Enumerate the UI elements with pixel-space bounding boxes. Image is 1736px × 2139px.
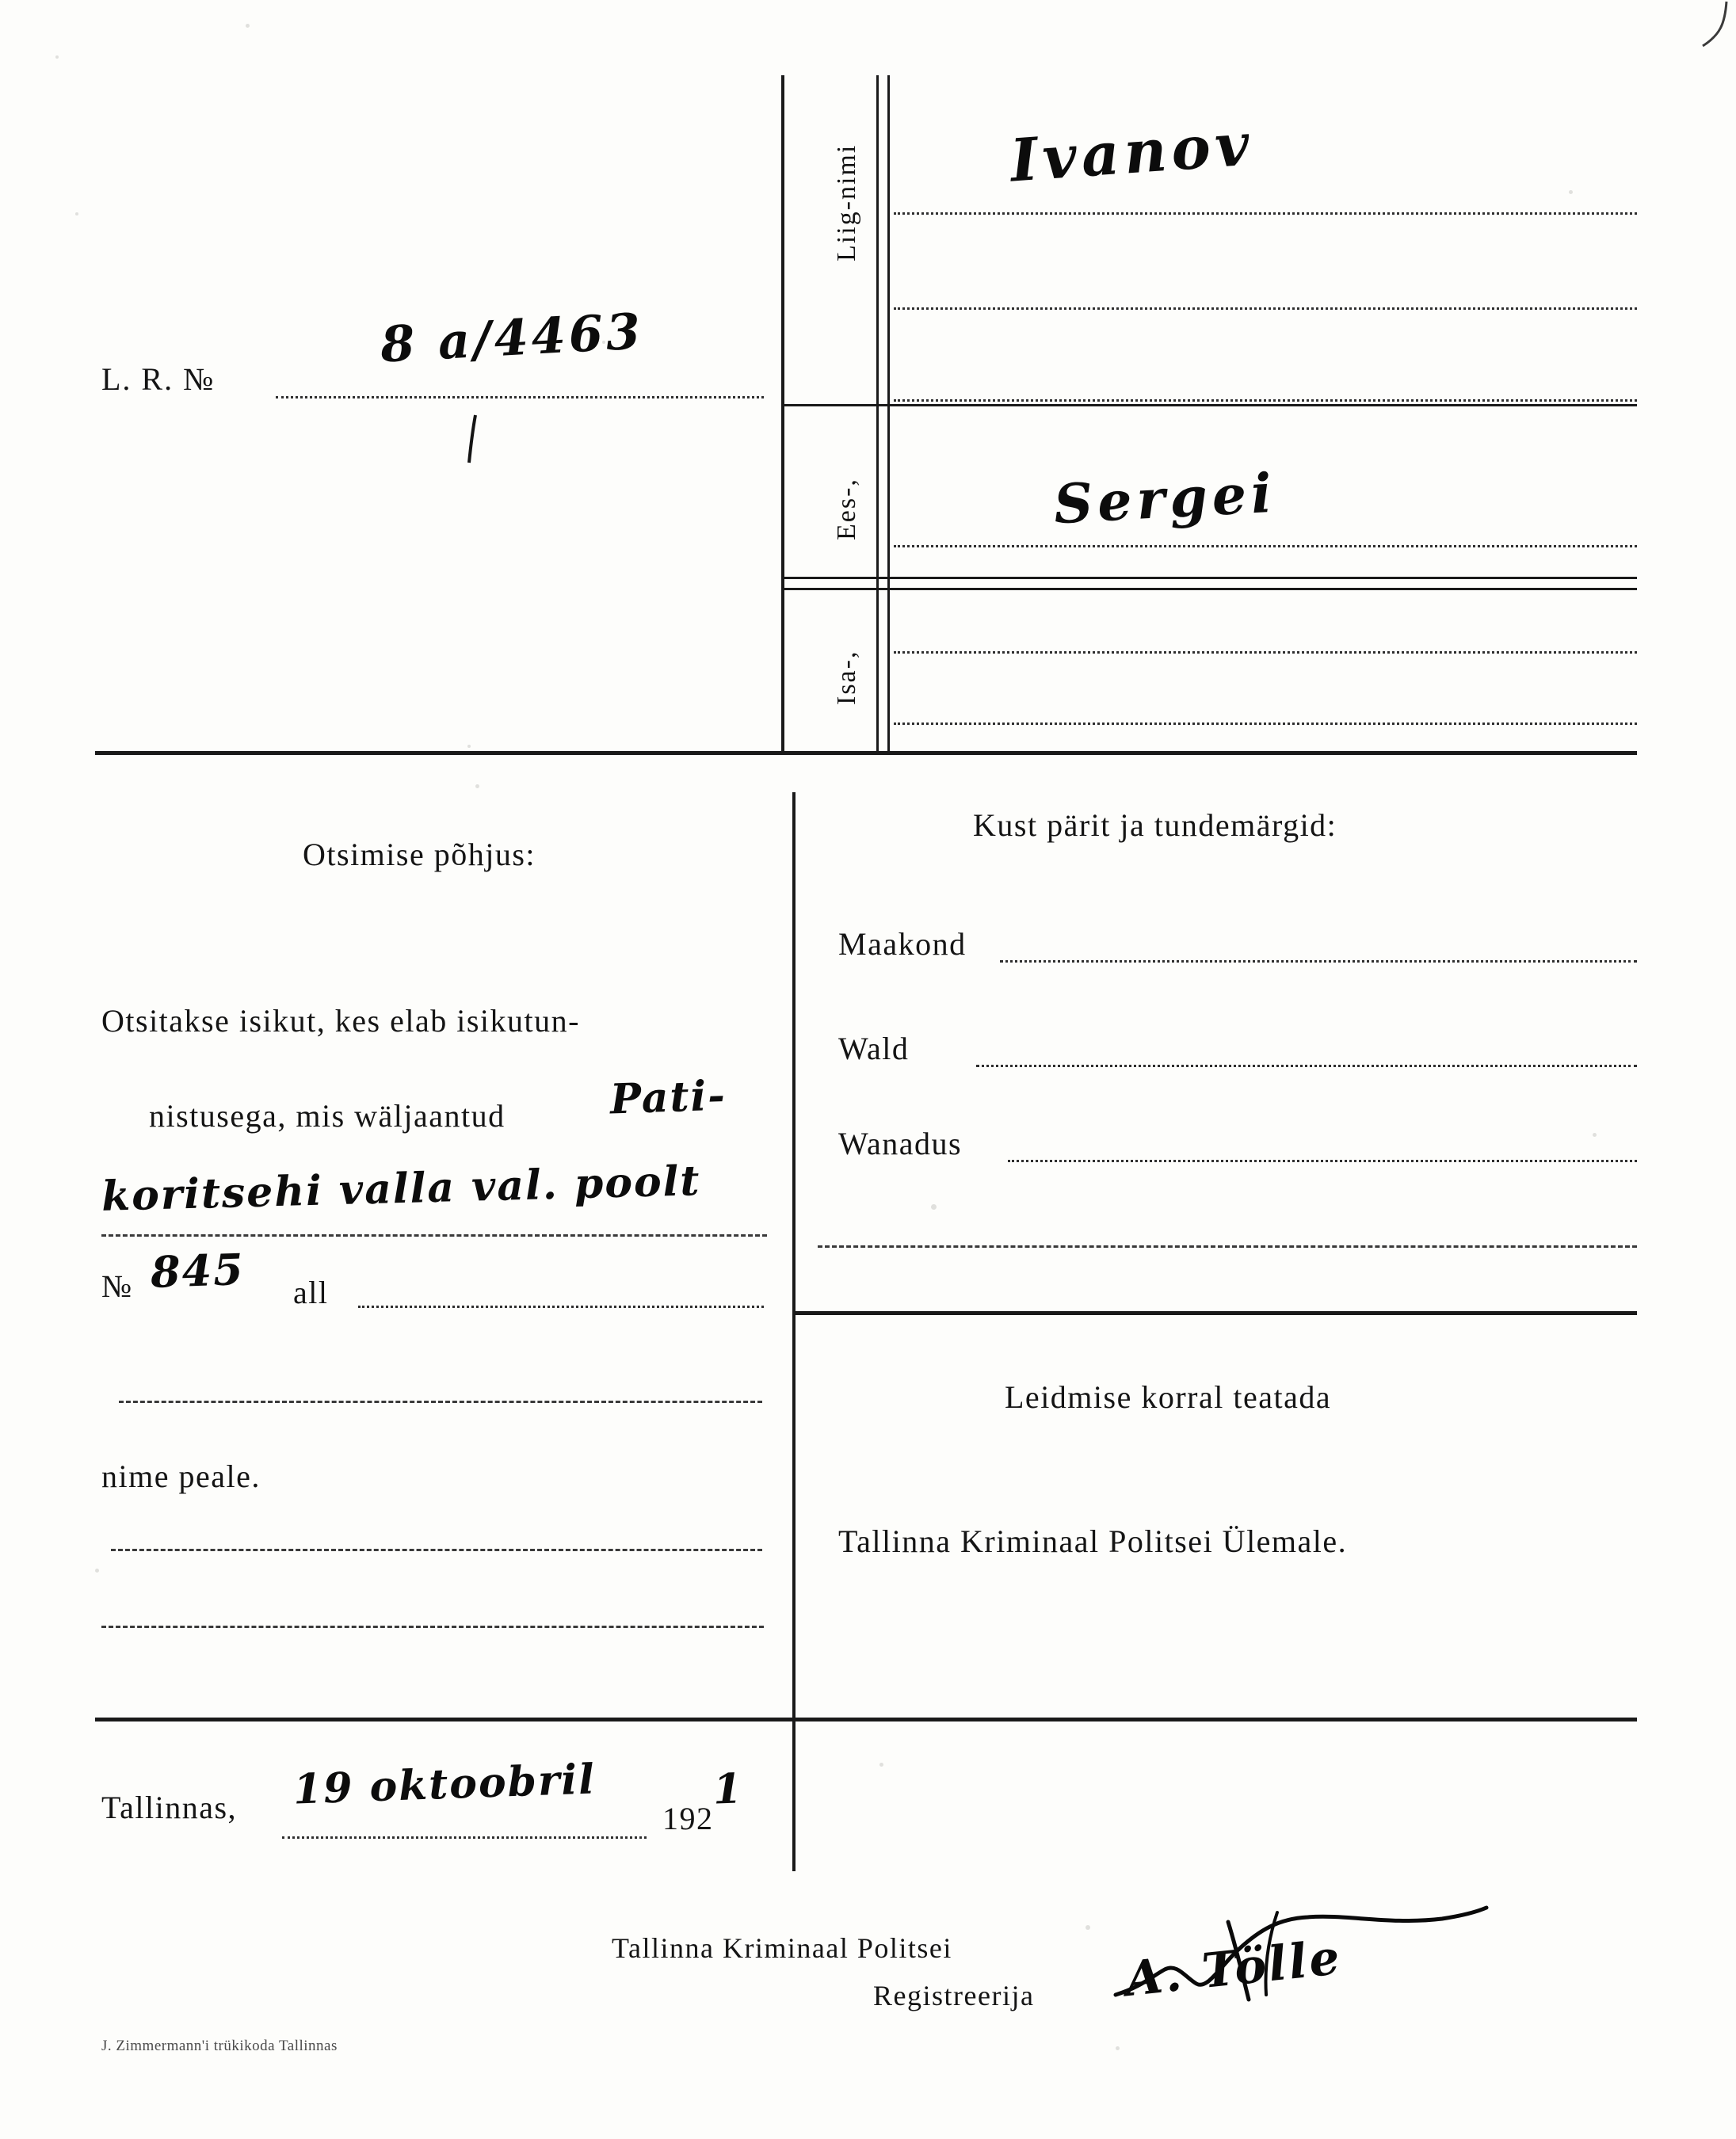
notify-heading: Leidmise korral teatada bbox=[1005, 1379, 1332, 1415]
signature-line-1: Tallinna Kriminaal Politsei bbox=[612, 1932, 952, 1964]
surname-fill-line-1 bbox=[894, 212, 1637, 215]
surname-value-handwriting: Ivanov bbox=[1008, 110, 1257, 196]
reason-heading: Otsimise põhjus: bbox=[303, 837, 536, 872]
notify-addressee: Tallinna Kriminaal Politsei Ülemale. bbox=[838, 1523, 1348, 1559]
origin-blank-line bbox=[818, 1245, 1637, 1248]
surname-fill-line-2 bbox=[894, 307, 1637, 310]
reason-number-fill-line bbox=[358, 1306, 764, 1308]
divider-body-footer bbox=[95, 1718, 1637, 1721]
paper-speck bbox=[75, 212, 78, 215]
footer-year-handwriting: 1 bbox=[712, 1764, 745, 1814]
paper-speck bbox=[1569, 190, 1573, 194]
reason-line-1: Otsitakse isikut, kes elab isikutun- bbox=[101, 1003, 580, 1039]
frame-vertical-footer bbox=[792, 1721, 796, 1871]
reason-line-2-handwriting: Pati- bbox=[609, 1071, 727, 1124]
origin-heading: Kust pärit ja tundemärgid: bbox=[973, 807, 1337, 843]
firstname-value-handwriting: Sergei bbox=[1052, 461, 1278, 537]
paper-speck bbox=[95, 1569, 99, 1573]
paper-speck bbox=[246, 24, 250, 28]
reason-number-suffix: all bbox=[293, 1275, 329, 1310]
origin-field-label-wald: Wald bbox=[838, 1031, 910, 1066]
surname-label: Liig-nimi bbox=[832, 143, 861, 261]
paper-speck bbox=[1593, 1133, 1597, 1137]
lrn-label: L. R. № bbox=[101, 361, 216, 397]
origin-field-label-maakond: Maakond bbox=[838, 926, 967, 962]
reason-number-handwriting: 845 bbox=[149, 1243, 246, 1298]
origin-field-line-wanadus bbox=[1008, 1160, 1637, 1162]
origin-field-label-wanadus: Wanadus bbox=[838, 1126, 963, 1161]
divider-header-body bbox=[95, 751, 1637, 755]
divider-firstname-patronymic-2 bbox=[781, 588, 1637, 590]
firstname-fill-line-1 bbox=[894, 545, 1637, 547]
frame-vertical-upper bbox=[781, 75, 784, 753]
paper-speck bbox=[55, 55, 59, 59]
page-corner-fold-icon bbox=[1641, 0, 1736, 71]
lrn-fill-line bbox=[276, 396, 764, 398]
paper-speck bbox=[931, 1204, 937, 1210]
patronymic-label: Isa-, bbox=[832, 650, 861, 705]
divider-origin-notify bbox=[792, 1311, 1637, 1315]
frame-vertical-body bbox=[792, 792, 796, 1719]
paper-speck bbox=[467, 745, 471, 748]
reason-line-3-rule bbox=[101, 1234, 767, 1237]
paper-speck bbox=[879, 1763, 883, 1767]
reason-number-label: № bbox=[101, 1268, 133, 1304]
reason-closing: nime peale. bbox=[101, 1458, 261, 1494]
footer-date-fill-line bbox=[282, 1836, 647, 1839]
frame-vertical-label bbox=[876, 75, 879, 753]
signature-handwriting: A. Tölle bbox=[1123, 1929, 1345, 2008]
paper-speck bbox=[1116, 2046, 1120, 2050]
signature-line-2: Registreerija bbox=[873, 1980, 1035, 2011]
frame-vertical-label2 bbox=[887, 75, 890, 753]
paper-speck bbox=[1085, 1925, 1090, 1930]
pen-stroke-mark bbox=[460, 412, 491, 467]
patronymic-fill-line-1 bbox=[894, 651, 1637, 654]
footer-year-prefix: 192 bbox=[662, 1801, 714, 1836]
footer-place-label: Tallinnas, bbox=[101, 1790, 238, 1825]
footer-date-handwriting: 19 oktoobril bbox=[292, 1755, 597, 1814]
divider-firstname-patronymic bbox=[781, 577, 1637, 579]
reason-blank-line-3 bbox=[101, 1626, 764, 1628]
paper-speck bbox=[475, 784, 479, 788]
printer-imprint: J. Zimmermann'i trükikoda Tallinnas bbox=[101, 2038, 338, 2054]
reason-blank-line-2 bbox=[111, 1549, 762, 1551]
surname-fill-line-3 bbox=[894, 399, 1637, 402]
reason-blank-line-1 bbox=[119, 1401, 762, 1403]
origin-field-line-maakond bbox=[1000, 960, 1637, 963]
origin-field-line-wald bbox=[976, 1065, 1637, 1067]
divider-surname-firstname bbox=[781, 404, 1637, 406]
patronymic-fill-line-2 bbox=[894, 723, 1637, 725]
firstname-label: Ees-, bbox=[832, 478, 861, 540]
reason-line-3-handwriting: koritsehi valla val. poolt bbox=[101, 1157, 702, 1221]
reason-line-2-prefix: nistusega, mis wäljaantud bbox=[149, 1098, 506, 1134]
lrn-value-handwriting: 8 a/4463 bbox=[379, 302, 645, 374]
